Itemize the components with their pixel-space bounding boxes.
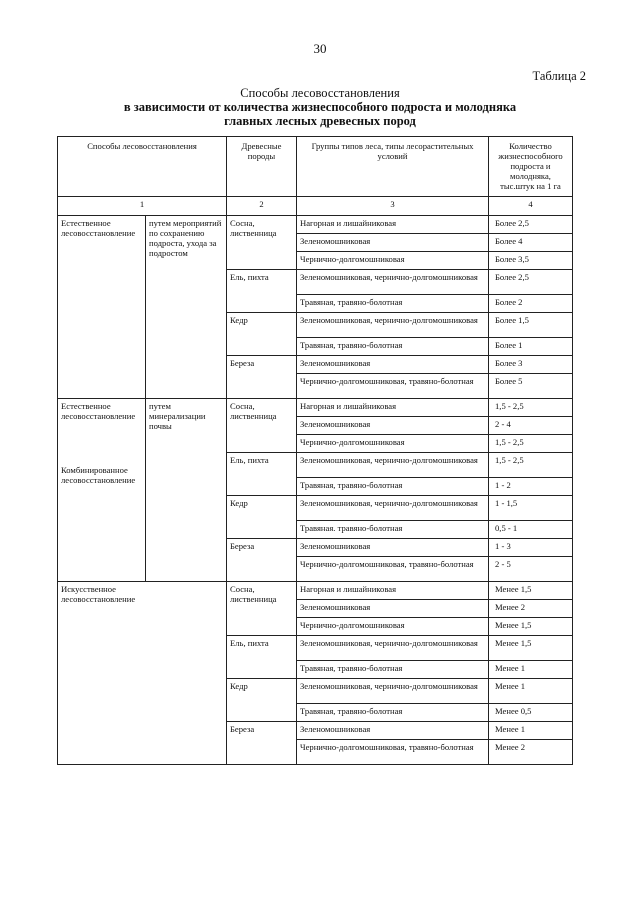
column-number-row: [58, 197, 573, 216]
forest-type-cell: Зеленомошниковая, чернично-долгомошниковая: [297, 679, 489, 704]
forest-type-cell: Нагорная и лишайниковая: [297, 216, 489, 234]
forest-type-cell: Зеленомошниковая, чернично-долгомошниковая: [297, 453, 489, 478]
forest-type-cell: Зеленомошниковая, чернично-долгомошниковая: [297, 636, 489, 661]
quantity-cell: Менее 1: [489, 661, 573, 679]
sub-method-cell: [146, 216, 227, 399]
header-forest-types: Группы типов леса, типы лесорастительных условий: [297, 137, 489, 197]
quantity-cell: Более 3: [489, 356, 573, 374]
quantity-cell: Менее 1,5: [489, 582, 573, 600]
quantity-cell: 1,5 - 2,5: [489, 453, 573, 478]
forest-type-cell: Зеленомошниковая: [297, 600, 489, 618]
combined-method-label: Комбинированное лесовосстановление: [61, 465, 136, 485]
forest-type-cell: Чернично-долгомошниковая, травяно-болотная: [297, 374, 489, 399]
forest-type-cell: Травяная. травяно-болотная: [297, 521, 489, 539]
species-cell: Сосна, лиственница: [227, 399, 297, 453]
forest-type-cell: Чернично-долгомошниковая: [297, 435, 489, 453]
quantity-cell: Менее 1,5: [489, 636, 573, 661]
title-line-2: в зависимости от количества жизнеспособного подроста и молодняка: [123, 100, 517, 114]
quantity-cell: Более 1: [489, 338, 573, 356]
table-row: [58, 216, 573, 234]
sub-method-label: путем мероприятий по сохранению подроста, ухода за подростом: [149, 218, 222, 258]
forest-type-cell: Зеленомошниковая: [297, 417, 489, 435]
page-number: 30: [313, 41, 327, 56]
forest-type-cell: Зеленомошниковая: [297, 356, 489, 374]
species-cell: Кедр: [227, 496, 297, 539]
quantity-cell: 1,5 - 2,5: [489, 435, 573, 453]
forest-type-cell: Зеленомошниковая, чернично-долгомошниковая: [297, 270, 489, 295]
column-number: 4: [489, 197, 573, 216]
forest-type-cell: Зеленомошниковая: [297, 722, 489, 740]
forest-type-cell: Нагорная и лишайниковая: [297, 399, 489, 417]
quantity-cell: Более 3,5: [489, 252, 573, 270]
forest-type-cell: Нагорная и лишайниковая: [297, 582, 489, 600]
method-label: Естественное лесовосстановление: [61, 401, 136, 421]
forest-type-cell: Травяная, травяно-болотная: [297, 338, 489, 356]
quantity-cell: Менее 1,5: [489, 618, 573, 636]
method-label: Искусственное лесовосстановление: [61, 584, 136, 604]
header-quantity: Количество жизнеспособного подроста и молодняка, тыс.штук на 1 га: [489, 137, 573, 197]
species-cell: Ель, пихта: [227, 636, 297, 679]
forest-type-cell: Чернично-долгомошниковая, травяно-болотная: [297, 557, 489, 582]
forest-type-cell: Зеленомошниковая, чернично-долгомошниковая: [297, 313, 489, 338]
quantity-cell: 1 - 2: [489, 478, 573, 496]
method-label: Естественное лесовосстановление: [61, 218, 136, 238]
forest-type-cell: Травяная, травяно-болотная: [297, 295, 489, 313]
column-number: 3: [297, 197, 489, 216]
quantity-cell: Менее 2: [489, 740, 573, 765]
method-cell: [58, 399, 146, 582]
quantity-cell: 1 - 1,5: [489, 496, 573, 521]
species-cell: Береза: [227, 356, 297, 399]
forest-type-cell: Зеленомошниковая: [297, 539, 489, 557]
species-cell: Сосна, лиственница: [227, 582, 297, 636]
table-body: [58, 216, 573, 765]
quantity-cell: Менее 1: [489, 722, 573, 740]
species-cell: Сосна, лиственница: [227, 216, 297, 270]
title-line-3: главных лесных древесных пород: [224, 114, 416, 128]
species-cell: Кедр: [227, 679, 297, 722]
species-cell: Ель, пихта: [227, 453, 297, 496]
forest-type-cell: Травяная, травяно-болотная: [297, 704, 489, 722]
species-cell: Ель, пихта: [227, 270, 297, 313]
species-cell: Береза: [227, 539, 297, 582]
table-row: [58, 399, 573, 417]
header-row: [58, 137, 573, 197]
column-number: 1: [58, 197, 227, 216]
quantity-cell: Более 4: [489, 234, 573, 252]
quantity-cell: 2 - 5: [489, 557, 573, 582]
quantity-cell: 1,5 - 2,5: [489, 399, 573, 417]
quantity-cell: 0,5 - 1: [489, 521, 573, 539]
quantity-cell: Более 1,5: [489, 313, 573, 338]
title-line-1: Способы лесовосстановления: [240, 86, 400, 100]
forest-type-cell: Травяная, травяно-болотная: [297, 661, 489, 679]
quantity-cell: 2 - 4: [489, 417, 573, 435]
table-title: [0, 86, 640, 128]
species-cell: Береза: [227, 722, 297, 765]
header-species: Древесные породы: [227, 137, 297, 197]
column-number: 2: [227, 197, 297, 216]
sub-method-label: путем минерализации почвы: [149, 401, 206, 431]
quantity-cell: Менее 1: [489, 679, 573, 704]
quantity-cell: Более 5: [489, 374, 573, 399]
reforestation-table: [57, 136, 573, 765]
sub-method-cell: [146, 399, 227, 582]
method-cell: [58, 216, 146, 399]
quantity-cell: Менее 2: [489, 600, 573, 618]
forest-type-cell: Зеленомошниковая: [297, 234, 489, 252]
table-label: Таблица 2: [532, 69, 586, 83]
header-methods: Способы лесовосстановления: [58, 137, 227, 197]
forest-type-cell: Травяная, травяно-болотная: [297, 478, 489, 496]
forest-type-cell: Чернично-долгомошниковая: [297, 618, 489, 636]
forest-type-cell: Чернично-долгомошниковая, травяно-болотная: [297, 740, 489, 765]
quantity-cell: Менее 0,5: [489, 704, 573, 722]
quantity-cell: Более 2,5: [489, 270, 573, 295]
forest-type-cell: Чернично-долгомошниковая: [297, 252, 489, 270]
method-cell: [58, 582, 227, 765]
forest-type-cell: Зеленомошниковая, чернично-долгомошниковая: [297, 496, 489, 521]
quantity-cell: 1 - 3: [489, 539, 573, 557]
table-row: [58, 582, 573, 600]
species-cell: Кедр: [227, 313, 297, 356]
quantity-cell: Более 2: [489, 295, 573, 313]
quantity-cell: Более 2,5: [489, 216, 573, 234]
